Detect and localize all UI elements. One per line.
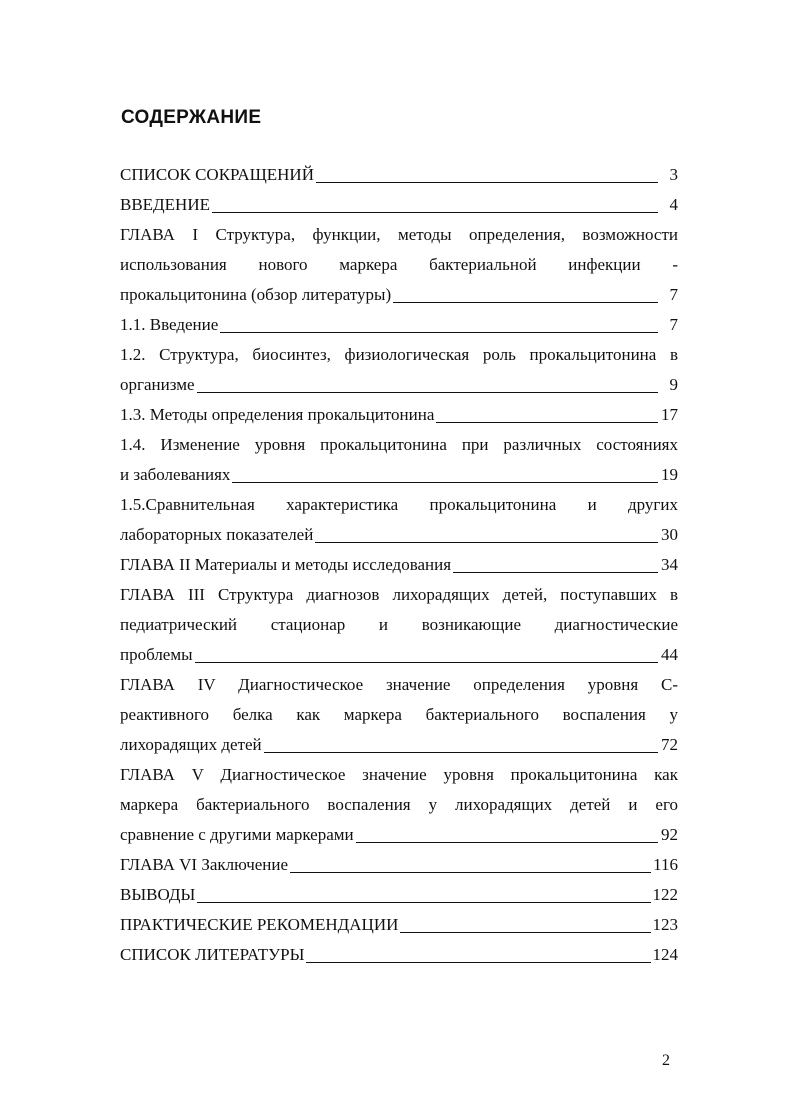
toc-entry bbox=[120, 760, 678, 850]
toc-page-number: 7 bbox=[669, 315, 678, 334]
toc-entry-text: маркера бактериального воспаления у лихорадящих детей и его bbox=[120, 795, 678, 814]
toc-entry-last-line bbox=[120, 310, 678, 340]
leader-line bbox=[197, 392, 659, 393]
leader-line bbox=[316, 182, 658, 183]
leader-line bbox=[197, 902, 650, 903]
leader-line bbox=[220, 332, 658, 333]
toc-entry-text: ВВЕДЕНИЕ bbox=[120, 195, 210, 214]
toc-entry-text: 1.1. Введение bbox=[120, 315, 219, 334]
toc-entry bbox=[120, 430, 678, 490]
toc-entry-last-line bbox=[120, 910, 678, 940]
toc-entry-text: СПИСОК ЛИТЕРАТУРЫ bbox=[120, 945, 305, 964]
toc-page-number: 30 bbox=[661, 525, 678, 544]
toc-entry-last-line bbox=[120, 280, 678, 310]
toc-entry-text: 1.4. Изменение уровня прокальцитонина при различных состояниях bbox=[120, 435, 678, 454]
leader-line bbox=[436, 422, 658, 423]
toc-page-number: 17 bbox=[661, 405, 678, 424]
toc-entry bbox=[120, 490, 678, 550]
leader-line bbox=[195, 662, 658, 663]
toc-entry bbox=[120, 940, 678, 970]
toc-entry-text: ГЛАВА VI Заключение bbox=[120, 855, 289, 874]
toc-entry bbox=[120, 550, 678, 580]
toc-entry-line bbox=[120, 340, 678, 370]
toc-entry-text: реактивного белка как маркера бактериального воспаления у bbox=[120, 705, 678, 724]
toc-entry-line bbox=[120, 250, 678, 280]
toc-page-number: 122 bbox=[652, 885, 678, 904]
toc-entry-last-line bbox=[120, 820, 678, 850]
toc-entry-text: 1.5.Сравнительная характеристика прокальцитонина и других bbox=[120, 495, 678, 514]
toc-page-number: 19 bbox=[661, 465, 678, 484]
toc-page-number: 72 bbox=[661, 735, 678, 754]
toc-entry-text: педиатрический стационар и возникающие диагностические bbox=[120, 615, 678, 634]
toc-page-number: 34 bbox=[661, 555, 678, 574]
leader-line bbox=[400, 932, 650, 933]
toc-entry-last-line bbox=[120, 160, 678, 190]
toc-entry-last-line bbox=[120, 730, 678, 760]
toc-entry-line bbox=[120, 670, 678, 700]
toc-page-number: 123 bbox=[652, 915, 678, 934]
toc-entry-text: ПРАКТИЧЕСКИЕ РЕКОМЕНДАЦИИ bbox=[120, 915, 399, 934]
toc-entry bbox=[120, 910, 678, 940]
toc-entry-text: 1.3. Методы определения прокальцитонина bbox=[120, 405, 435, 424]
toc-page-number: 7 bbox=[669, 285, 678, 304]
page-title: СОДЕРЖАНИЕ bbox=[121, 107, 262, 128]
toc-entry bbox=[120, 190, 678, 220]
toc-entry-last-line bbox=[120, 190, 678, 220]
toc-entry-text: 1.2. Структура, биосинтез, физиологическая роль прокальцитонина в bbox=[120, 345, 678, 364]
toc-entry-text: прокальцитонина (обзор литературы) bbox=[120, 285, 392, 304]
toc-entry-line bbox=[120, 490, 678, 520]
toc-entry-line bbox=[120, 760, 678, 790]
toc-entry-text: ГЛАВА V Диагностическое значение уровня прокальцитонина как bbox=[120, 765, 678, 784]
leader-line bbox=[306, 962, 650, 963]
toc-page-number: 4 bbox=[669, 195, 678, 214]
toc-entry-text: ГЛАВА I Структура, функции, методы определения, возможности bbox=[120, 225, 678, 244]
toc-entry-text: использования нового маркера бактериальной инфекции - bbox=[120, 255, 678, 274]
toc-entry-line bbox=[120, 580, 678, 610]
toc-entry-last-line bbox=[120, 460, 678, 490]
toc-entry-line bbox=[120, 610, 678, 640]
toc-entry-last-line bbox=[120, 520, 678, 550]
toc-entry-line bbox=[120, 220, 678, 250]
leader-line bbox=[290, 872, 651, 873]
toc-entry-text: организме bbox=[120, 375, 195, 394]
toc-entry bbox=[120, 310, 678, 340]
page-number: 2 bbox=[662, 1052, 670, 1069]
toc-entry-last-line bbox=[120, 550, 678, 580]
toc-entry-text: лабораторных показателей bbox=[120, 525, 314, 544]
toc-entry bbox=[120, 850, 678, 880]
leader-line bbox=[232, 482, 658, 483]
leader-line bbox=[356, 842, 658, 843]
toc-entry-text: лихорадящих детей bbox=[120, 735, 262, 754]
toc-entry bbox=[120, 580, 678, 670]
leader-line bbox=[393, 302, 658, 303]
leader-line bbox=[264, 752, 658, 753]
toc-page-number: 116 bbox=[653, 855, 678, 874]
toc-entry-line bbox=[120, 430, 678, 460]
toc-entry-text: проблемы bbox=[120, 645, 193, 664]
leader-line bbox=[453, 572, 658, 573]
toc-entry bbox=[120, 670, 678, 760]
toc-entry-text: сравнение с другими маркерами bbox=[120, 825, 354, 844]
toc-entry-last-line bbox=[120, 640, 678, 670]
toc-entry-line bbox=[120, 790, 678, 820]
toc-entry-last-line bbox=[120, 400, 678, 430]
toc-entry-text: ГЛАВА III Структура диагнозов лихорадящих детей, поступавших в bbox=[120, 585, 678, 604]
toc-page-number: 3 bbox=[669, 165, 678, 184]
toc-page-number: 124 bbox=[652, 945, 678, 964]
toc-entry-last-line bbox=[120, 940, 678, 970]
toc-page-number: 9 bbox=[669, 375, 678, 394]
toc-entry-text: и заболеваниях bbox=[120, 465, 231, 484]
toc-page-number: 44 bbox=[661, 645, 678, 664]
leader-line bbox=[315, 542, 658, 543]
toc-entry bbox=[120, 340, 678, 400]
toc-entry-last-line bbox=[120, 370, 678, 400]
toc-entry-line bbox=[120, 700, 678, 730]
table-of-contents bbox=[120, 160, 678, 970]
toc-entry-text: СПИСОК СОКРАЩЕНИЙ bbox=[120, 165, 314, 184]
toc-entry-text: ВЫВОДЫ bbox=[120, 885, 196, 904]
toc-entry-text: ГЛАВА II Материалы и методы исследования bbox=[120, 555, 452, 574]
toc-entry-text: ГЛАВА IV Диагностическое значение определения уровня С- bbox=[120, 675, 678, 694]
toc-entry-last-line bbox=[120, 880, 678, 910]
toc-entry bbox=[120, 400, 678, 430]
toc-entry bbox=[120, 220, 678, 310]
toc-entry bbox=[120, 160, 678, 190]
toc-entry bbox=[120, 880, 678, 910]
toc-page-number: 92 bbox=[661, 825, 678, 844]
toc-entry-last-line bbox=[120, 850, 678, 880]
leader-line bbox=[212, 212, 658, 213]
